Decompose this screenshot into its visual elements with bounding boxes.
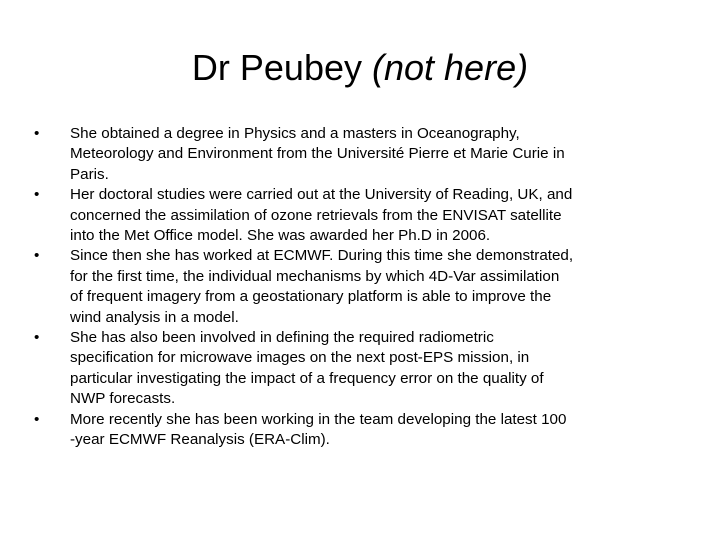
bullet-line: Paris. xyxy=(70,165,109,183)
bullet-line: for the first time, the individual mechanisms by which 4D-Var assimilation xyxy=(70,267,560,285)
bullet-line: into the Met Office model. She was awarded her Ph.D in 2006. xyxy=(70,227,491,245)
bullet-line: wind analysis in a model. xyxy=(70,308,239,326)
bullet-item xyxy=(34,328,686,410)
bullet-line: • Since then she has worked at ECMWF. During this time she demonstrated, xyxy=(70,247,574,265)
bullet-item xyxy=(34,124,686,185)
bullet-line: NWP forecasts. xyxy=(70,390,176,408)
bullet-list xyxy=(34,124,686,451)
title-name: Dr Peubey xyxy=(191,47,372,88)
bullet-line: Meteorology and Environment from the Université Pierre et Marie Curie in xyxy=(70,145,565,163)
bullet-line: • More recently she has been working in the team developing the latest 100 xyxy=(70,410,567,428)
bullet-item xyxy=(34,410,686,451)
bullet-item xyxy=(34,185,686,246)
bullet-item xyxy=(34,246,686,328)
slide-title xyxy=(0,40,720,96)
title-aside: (not here) xyxy=(372,47,529,88)
bullet-line: specification for microwave images on the next post-EPS mission, in xyxy=(70,349,530,367)
bullet-line: particular investigating the impact of a frequency error on the quality of xyxy=(70,369,544,387)
bullet-line: of frequent imagery from a geostationary platform is able to improve the xyxy=(70,288,552,306)
bullet-line: -year ECMWF Reanalysis (ERA-Clim). xyxy=(70,431,330,449)
bullet-line: • She has also been involved in defining the required radiometric xyxy=(70,329,494,347)
bullet-line: concerned the assimilation of ozone retrievals from the ENVISAT satellite xyxy=(70,206,562,224)
bullet-line: • Her doctoral studies were carried out at the University of Reading, UK, and xyxy=(70,186,573,204)
bullet-line: • She obtained a degree in Physics and a masters in Oceanography, xyxy=(70,125,520,142)
